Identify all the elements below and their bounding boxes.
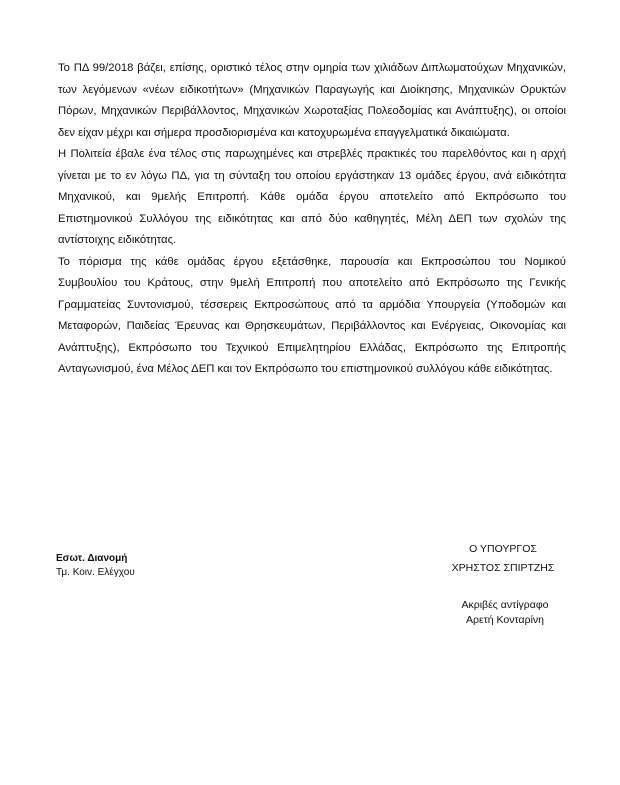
- minister-signature-block: [418, 540, 588, 578]
- distribution-line: Τμ. Κοιν. Ελέγχου: [56, 566, 135, 578]
- paragraph-working-groups: Η Πολιτεία έβαλε ένα τέλος στις παρωχημένες και στρεβλές πρακτικές του παρελθόντος και η αρχή γίνεται με το εν λόγω ΠΔ, για τη σύνταξη του οποίου εργάστηκαν 13 ομάδες έργου, ανά ειδικότητα Μηχανικού, και 9μελής Επιτροπή. Κάθε ομάδα έργου αποτελείτο από Εκπρόσωπο του Επιστημονικού Συλλόγου της ειδικότητας και από δύο καθηγητές, Μέλη ΔΕΠ των σχολών της αντίστοιχης ειδικότητας.: [58, 148, 566, 246]
- distribution-heading: Εσωτ. Διανομή: [56, 553, 128, 564]
- copy-name: Αρετή Κονταρίνη: [466, 614, 544, 626]
- signature-role: Ο ΥΠΟΥΡΓΟΣ: [469, 543, 537, 555]
- internal-distribution: [56, 552, 135, 579]
- paragraph-pd-99-2018: Το ΠΔ 99/2018 βάζει, επίσης, οριστικό τέλος στην ομηρία των χιλιάδων Διπλωματούχων Μηχανικών, των λεγόμενων «νέων ειδικοτήτων» (Μηχανικών Παραγωγής και Διοίκησης, Μηχανικών Ορυκτών Πόρων, Μηχανικών Περιβάλλοντος, Μηχανικών Χωροταξίας Πολεοδομίας και Ανάπτυξης), οι οποίοι δεν είχαν μέχρι και σήμερα προσδιορισμένα και κατοχυρωμένα επαγγελματικά δικαιώματα.: [58, 62, 566, 139]
- paragraph-committee: Το πόρισμα της κάθε ομάδας έργου εξετάσθηκε, παρουσία και Εκπροσώπου του Νομικού Συμβουλίου του Κράτους, στην 9μελή Επιτροπή που αποτελείτο από Εκπρόσωπο της Γενικής Γραμματείας Συντονισμού, τέσσερεις Εκπροσώπους από τα αρμόδια Υπουργεία (Υποδομών και Μεταφορών, Παιδείας Έρευνας και Θρησκευμάτων, Περιβάλλοντος και Ενέργειας, Οικονομίας και Ανάπτυξης), Εκπρόσωπο του Τεχνικού Επιμελητηρίου Ελλάδας, Εκπρόσωπο της Επιτροπής Ανταγωνισμού, ένα Μέλος ΔΕΠ και τον Εκπρόσωπο του επιστημονικού συλλόγου κάθε ειδικότητας.: [58, 255, 566, 375]
- document-body: [58, 58, 566, 381]
- signature-name: ΧΡΗΣΤΟΣ ΣΠΙΡΤΖΗΣ: [451, 562, 555, 574]
- copy-label: Ακριβές αντίγραφο: [461, 599, 549, 611]
- true-copy-certification: [420, 598, 590, 628]
